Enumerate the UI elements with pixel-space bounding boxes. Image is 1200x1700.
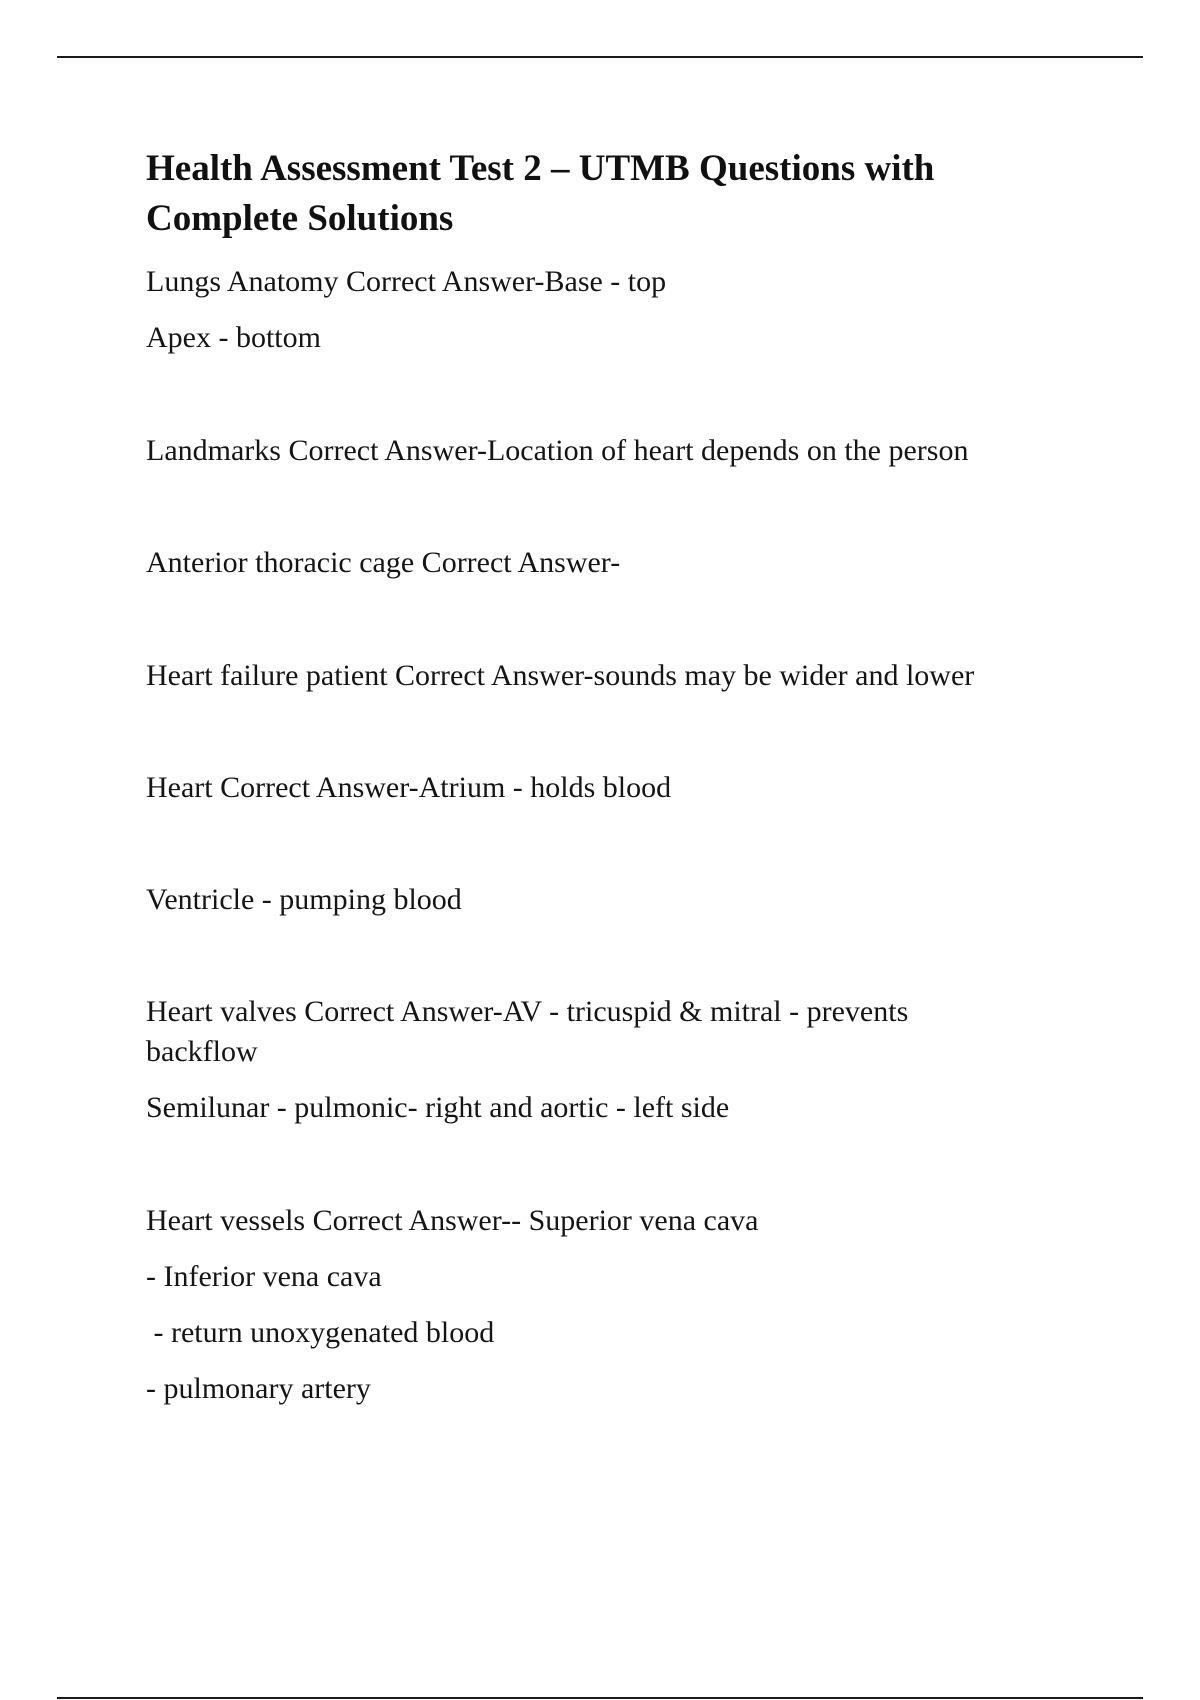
- qa-landmarks: Landmarks Correct Answer-Location of heart depends on the person: [146, 434, 969, 467]
- qa-heart-valves-cont: backflow: [146, 1035, 258, 1068]
- qa-heart: Heart Correct Answer-Atrium - holds blood: [146, 771, 672, 804]
- qa-semilunar: Semilunar - pulmonic- right and aortic - left side: [146, 1091, 730, 1124]
- qa-inferior-vena-cava: - Inferior vena cava: [146, 1260, 382, 1293]
- qa-lungs-apex: Apex - bottom: [146, 321, 321, 354]
- qa-pulmonary-artery: - pulmonary artery: [146, 1372, 371, 1405]
- qa-anterior-thoracic-cage: Anterior thoracic cage Correct Answer-: [146, 546, 621, 579]
- top-rule: [57, 56, 1143, 58]
- qa-heart-failure-patient: Heart failure patient Correct Answer-sounds may be wider and lower: [146, 659, 975, 692]
- qa-lungs-anatomy: Lungs Anatomy Correct Answer-Base - top: [146, 265, 667, 298]
- page-title: [146, 144, 1046, 244]
- qa-heart-valves: Heart valves Correct Answer-AV - tricuspid & mitral - prevents: [146, 995, 909, 1028]
- title-line-1: Health Assessment Test 2 – UTMB Questions with: [146, 148, 935, 189]
- bottom-rule: [57, 1697, 1143, 1699]
- qa-ventricle: Ventricle - pumping blood: [146, 883, 462, 916]
- qa-heart-vessels: Heart vessels Correct Answer-- Superior vena cava: [146, 1204, 759, 1237]
- title-line-2: Complete Solutions: [146, 198, 454, 239]
- qa-return-unoxygenated: - return unoxygenated blood: [146, 1316, 495, 1349]
